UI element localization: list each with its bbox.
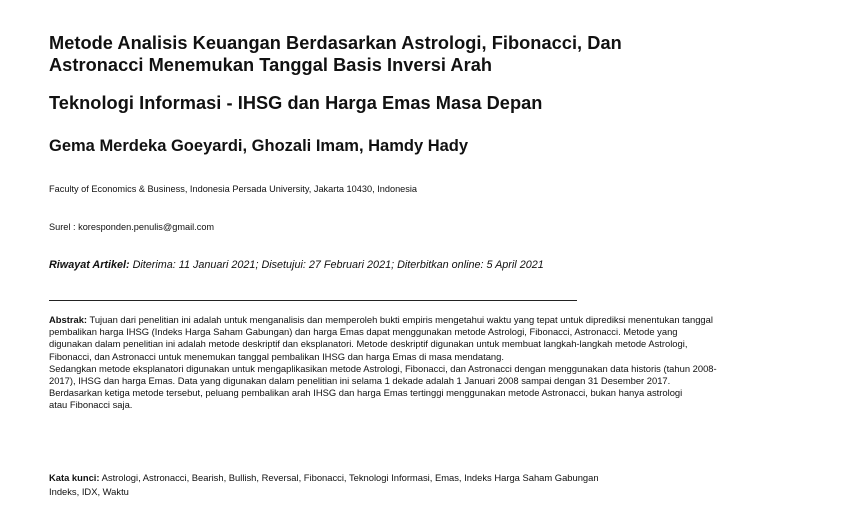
abstract-line: Sedangkan metode eksplanatori digunakan untuk mengaplikasikan metode Astrologi, Fibonacci, dan Astronacci dengan menggunakan data historis (tahun 2008- [49,362,717,374]
abstract-line: Berdasarkan ketiga metode tersebut, peluang pembalikan arah IHSG dan harga Emas tertinggi menggunakan metode Astronacci, bukan hanya astrologi [49,387,683,399]
affiliation: Faculty of Economics & Business, Indonesia Persada University, Jakarta 10430, Indonesia [49,184,418,194]
article-title-line-2: Astronacci Menemukan Tanggal Basis Inversi Arah [49,55,493,75]
abstract-line: atau Fibonacci saja. [49,399,133,411]
article-history-dates: Diterima: 11 Januari 2021; Disetujui: 27 Februari 2021; Diterbitkan online: 5 April 2021 [129,259,544,271]
keywords-line: Indeks, IDX, Waktu [49,486,129,497]
author-list: Gema Merdeka Goeyardi, Ghozali Imam, Hamdy Hady [49,137,469,155]
keywords-line [49,471,599,485]
keywords-block [49,471,599,499]
keywords-label: Kata kunci: [49,472,100,483]
abstract-line: pembalikan harga IHSG (Indeks Harga Saham Gabungan) dan harga Emas dapat menggunakan metode Astrologi, Fibonacci, Astronacci. Metode yang [49,326,678,338]
article-title-line-1: Metode Analisis Keuangan Berdasarkan Astrologi, Fibonacci, Dan [49,33,622,53]
abstract-line: digunakan dalam penelitian ini adalah metode deskriptif dan eksplanatori. Metode deskriptif digunakan untuk membuat langkah-langkah metode Astrologi, [49,338,688,350]
section-divider [49,300,577,301]
article-history [49,259,544,271]
keywords-list: Astrologi, Astronacci, Bearish, Bullish, Reversal, Fibonacci, Teknologi Informasi, Emas, Indeks Harga Saham Gabungan [99,472,599,483]
article-title-line-3: Teknologi Informasi - IHSG dan Harga Emas Masa Depan [49,93,543,113]
abstract-line: Fibonacci, dan Astronacci untuk menemukan tanggal pembalikan IHSG dan harga Emas di masa mendatang. [49,350,504,362]
abstract-block [49,314,824,412]
abstract-label: Abstrak: [49,314,88,325]
abstract-line: 2017), IHSG dan harga Emas. Data yang digunakan dalam penelitian ini selama 1 dekade adalah 1 Januari 2008 sampai dengan 31 Desember 2017. [49,375,671,387]
abstract-first-line: Tujuan dari penelitian ini adalah untuk menganalisis dan memperoleh bukti empiris mengetahui waktu yang tepat untuk diprediksi menentukan tanggal [87,314,713,325]
article-history-label: Riwayat Artikel: [49,259,130,271]
corresponding-email: Surel : koresponden.penulis@gmail.com [49,222,215,232]
abstract-line [49,314,824,326]
